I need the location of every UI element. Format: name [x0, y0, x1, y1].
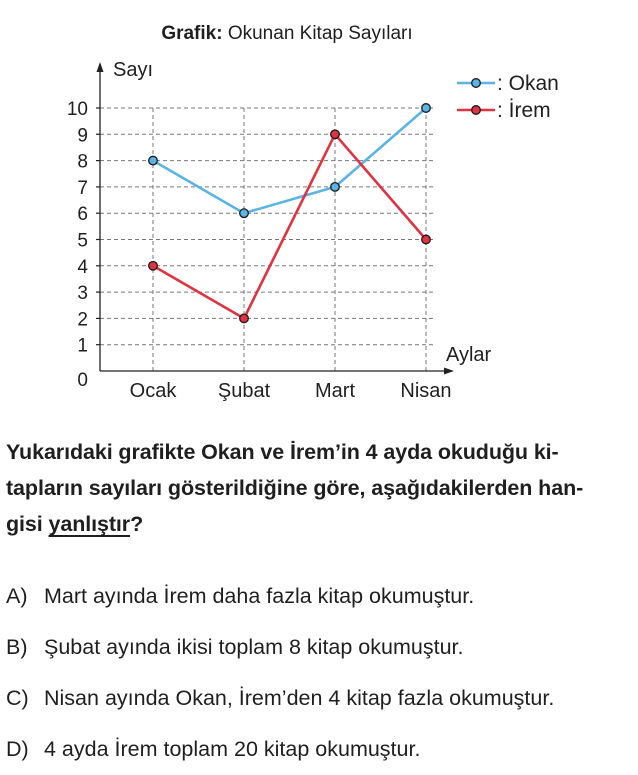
y-tick-label: 6 [77, 204, 88, 226]
x-tick-label: Şubat [217, 380, 271, 402]
legend-label-1: : İrem [497, 99, 551, 122]
data-point-s0-2 [331, 183, 340, 192]
data-point-s1-0 [149, 262, 158, 271]
option-c-letter: C) [6, 686, 29, 710]
x-tick-label: Ocak [129, 380, 177, 402]
x-tick-label: Mart [315, 380, 355, 402]
option-a[interactable] [6, 571, 636, 622]
option-d-letter: D) [6, 737, 29, 761]
legend-marker-0 [472, 79, 481, 88]
x-tick-label: Nisan [400, 380, 452, 402]
answer-options [6, 571, 636, 775]
y-tick-label: 7 [77, 177, 88, 199]
x-axis-title: Aylar [446, 344, 492, 366]
option-b-text: Şubat ayında ikisi toplam 8 kitap okumuştur. [44, 635, 464, 659]
chart-title-rest: Okunan Kitap Sayıları [222, 23, 413, 44]
legend-marker-1 [472, 106, 481, 115]
x-axis-arrow [444, 368, 454, 375]
option-b[interactable] [6, 622, 636, 673]
option-a-letter: A) [6, 584, 28, 608]
data-point-s1-3 [422, 235, 431, 244]
y-tick-label: 3 [77, 283, 88, 305]
question-line-2: tapların sayıları gösterildiğine göre, aşağıdakilerden han- [6, 476, 584, 500]
chart-title-bold: Grafik: [161, 23, 223, 44]
question-text [6, 434, 634, 542]
y-tick-label: 5 [77, 230, 88, 252]
legend-label-0: : Okan [497, 72, 559, 95]
data-point-s0-0 [149, 156, 158, 165]
chart-title [161, 23, 412, 44]
y-tick-label: 2 [77, 309, 88, 331]
data-point-s1-2 [331, 130, 340, 139]
y-tick-label: 9 [77, 125, 88, 147]
question-line-3-suffix: ? [130, 512, 144, 536]
option-c[interactable] [6, 673, 636, 724]
question-line-3-prefix: gisi [6, 512, 49, 536]
data-point-s0-1 [240, 209, 249, 218]
y-tick-label: 10 [66, 99, 88, 120]
y-tick-label: 8 [77, 151, 88, 173]
question-underlined-word: yanlıştır [48, 512, 131, 536]
y-axis-title: Sayı [113, 59, 154, 81]
y-tick-label: 0 [77, 370, 88, 391]
y-tick-label: 1 [77, 335, 88, 357]
option-b-letter: B) [6, 635, 28, 659]
option-a-text: Mart ayında İrem daha fazla kitap okumuştur. [44, 584, 475, 608]
data-point-s1-1 [240, 314, 249, 323]
series-line-1 [153, 134, 426, 318]
y-tick-label: 4 [77, 256, 88, 278]
data-point-s0-3 [422, 104, 431, 113]
option-c-text: Nisan ayında Okan, İrem’den 4 kitap fazla okumuştur. [44, 686, 555, 710]
option-d-text: 4 ayda İrem toplam 20 kitap okumuştur. [44, 737, 421, 761]
question-line-1: Yukarıdaki grafikte Okan ve İrem’in 4 ayda okuduğu ki- [6, 440, 559, 464]
y-axis-arrow [97, 62, 104, 72]
question-line-3 [6, 506, 634, 542]
option-d[interactable] [6, 724, 636, 775]
